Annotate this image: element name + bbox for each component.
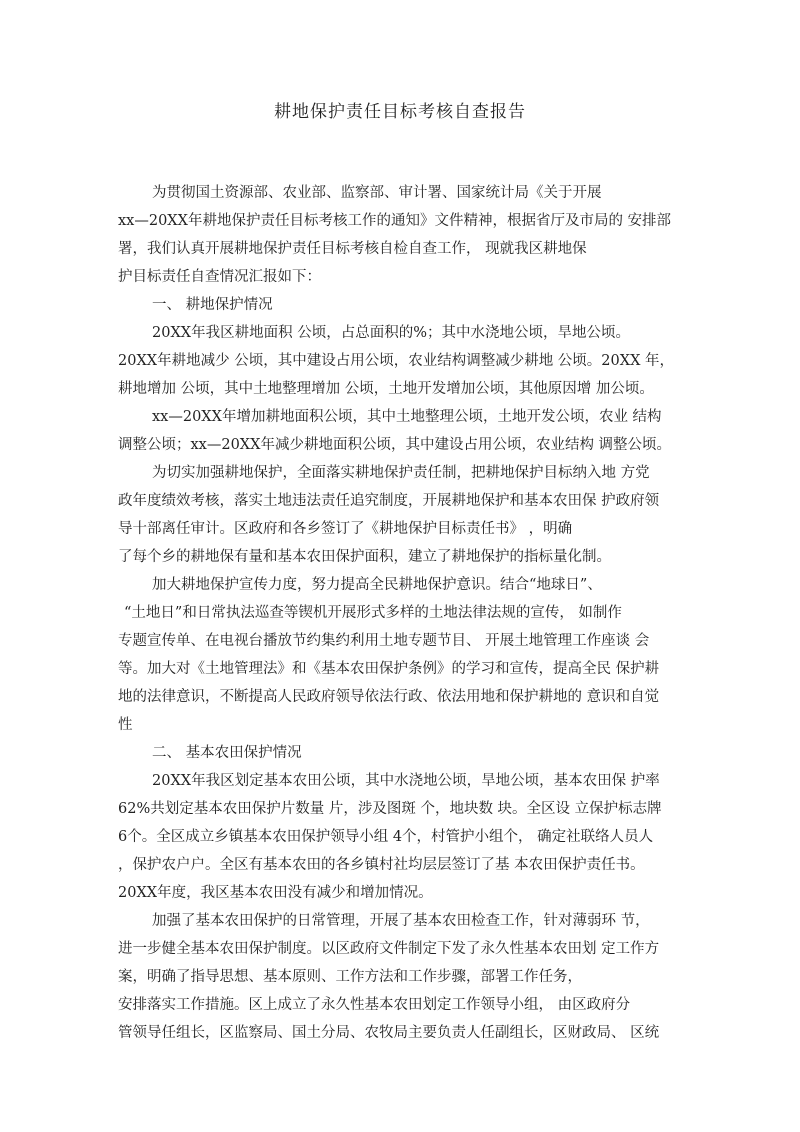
paragraph-line: 进一步健全基本农田保护制度。以区政府文件制定下发了永久性基本农田划 定工作方 (118, 941, 660, 957)
paragraph-line: 20XX年我区划定基本农田公顷，其中水浇地公顷，旱地公顷，基本农田保 护率 (152, 773, 660, 789)
paragraph-line: 政年度绩效考核，落实土地违法责任追究制度，开展耕地保护和基本农田保 护政府领 (118, 493, 660, 509)
paragraph-line: 署，我们认真开展耕地保护责任目标考核自检自查工作， 现就我区耕地保 (118, 241, 587, 257)
paragraph-line: 6个。全区成立乡镇基本农田保护领导小组 4个，村管护小组个， 确定社联络人员人 (118, 829, 654, 845)
page-title: 耕地保护责任目标考核自查报告 (274, 102, 526, 122)
section-heading: 一、 耕地保护情况 (152, 297, 273, 313)
paragraph-line: 为切实加强耕地保护，全面落实耕地保护责任制，把耕地保护目标纳入地 方党 (152, 465, 650, 481)
paragraph-line: 62%共划定基本农田保护片数量 片，涉及图斑 个，地块数 块。全区设 立保护标志牌 (118, 801, 662, 817)
paragraph-line: 管领导任组长，区监察局、国土分局、农牧局主要负责人任副组长，区财政局、 区统 (118, 1025, 660, 1041)
paragraph-line: 20XX年度，我区基本农田没有减少和增加情况。 (118, 885, 433, 901)
paragraph-line: 案，明确了指导思想、基本原则、工作方法和工作步骤，部署工作任务， (118, 969, 582, 985)
paragraph-line: 地的法律意识，不断提高人民政府领导依法行政、依法用地和保护耕地的 意识和自觉 (118, 689, 660, 705)
paragraph-line: 加大耕地保护宣传力度，努力提高全民耕地保护意识。结合“地球日”、 (152, 577, 602, 593)
paragraph-line: “土地日”和日常执法巡查等锲机开展形式多样的土地法律法规的宣传， 如制作 (124, 605, 622, 621)
paragraph-line: ，保护农户户。全区有基本农田的各乡镇村社均层层签订了基 本农田保护责任书。 (118, 857, 645, 873)
paragraph-line: 等。加大对《土地管理法》和《基本农田保护条例》的学习和宣传，提高全民 保护耕 (118, 661, 660, 677)
paragraph-line: 专题宣传单、在电视台播放节约集约利用土地专题节目、 开展土地管理工作座谈 会 (118, 633, 650, 649)
paragraph-line: 安排落实工作措施。区上成立了永久性基本农田划定工作领导小组， 由区政府分 (118, 997, 631, 1013)
paragraph-line: xx—20XX年增加耕地面积公顷，其中土地整理公顷，土地开发公顷，农业 结构 (152, 409, 662, 425)
paragraph-line: 了每个乡的耕地保有量和基本农田保护面积，建立了耕地保护的指标量化制。 (118, 549, 611, 565)
paragraph-line: xx—20XX年耕地保护责任目标考核工作的通知》文件精神，根据省厅及市局的 安排部 (118, 213, 672, 229)
paragraph-line: 20XX年耕地减少 公顷，其中建设占用公顷，农业结构调整减少耕地 公顷。20XX 年， (118, 353, 675, 369)
paragraph-line: 加强了基本农田保护的日常管理，开展了基本农田检查工作，针对薄弱环 节， (152, 913, 650, 929)
section-heading: 二、 基本农田保护情况 (152, 745, 302, 761)
paragraph-line: 护目标责任自查情况汇报如下： (118, 269, 321, 285)
paragraph-line: 调整公顷；xx—20XX年减少耕地面积公顷，其中建设占用公顷，农业结构 调整公顷。 (118, 437, 672, 453)
paragraph-line: 导十部离任审计。区政府和各乡签订了《耕地保护目标责任书》 ，明确 (118, 521, 573, 537)
paragraph-line: 耕地增加 公顷，其中土地整理增加 公顷，土地开发增加公顷，其他原因增 加公顷。 (118, 381, 654, 397)
paragraph-line: 20XX年我区耕地面积 公顷，占总面积的%；其中水浇地公顷，旱地公顷。 (152, 325, 630, 341)
paragraph-line: 为贯彻国土资源部、农业部、监察部、审计署、国家统计局《关于开展 (152, 185, 602, 201)
paragraph-line: 性 (118, 717, 133, 733)
